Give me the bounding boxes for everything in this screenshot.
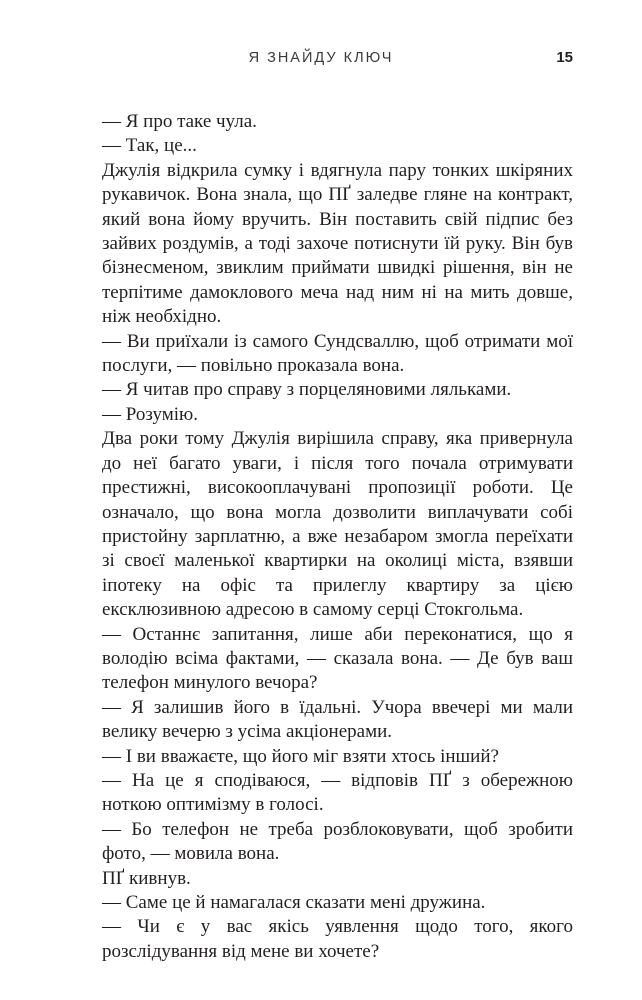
page-number: 15 (556, 49, 573, 66)
body-text (102, 110, 573, 964)
paragraph: — Розумію. (102, 403, 198, 425)
paragraph: — Ви приїхали із самого Сундсваллю, щоб отримати мої послуги, — повільно проказала вона. (102, 330, 573, 377)
paragraph: — Так, це... (102, 135, 197, 157)
paragraph: — Я про таке чула. (102, 111, 257, 132)
paragraph: — Саме це й намагалася сказати мені дружина. (102, 892, 486, 913)
paragraph: — І ви вважаєте, що його міг взяти хтось інший? (102, 745, 499, 767)
paragraph: — Я читав про справу з порцеляновими ляльками. (102, 379, 512, 401)
paragraph: — Я залишив його в їдальні. Учора ввечері ми мали велику вечерю з усіма акціонерами. (102, 696, 573, 743)
paragraph: — На це я сподіваюся, — відповів ПҐ з обережною ноткою оптимізму в голосі. (102, 769, 573, 816)
paragraph: — Чи є у вас якісь уявлення щодо того, якого розслідування від мене ви хочете? (102, 916, 573, 962)
running-head (0, 50, 642, 74)
paragraph: Джулія відкрила сумку і вдягнула пару тонких шкіряних рукавичок. Вона знала, що ПҐ заледве гляне на контракт, який вона йому вручить. Він поставить свій підпис без зайвих роздумів, а тоді захоче потиснути їй руку. Він був бізнесменом, звиклим приймати швидкі рішення, він не терпітиме дамоклового меча над ним ні на мить довше, ніж необхідно. (102, 159, 573, 328)
running-title: Я ЗНАЙДУ КЛЮЧ (248, 50, 394, 66)
paragraph: ПҐ кивнув. (102, 867, 191, 889)
paragraph: Два роки тому Джулія вирішила справу, яка привернула до неї багато уваги, і після того почала отримувати престижні, високооплачувані пропозиції роботи. Це означало, що вона могла дозволити виплачувати собі пристойну зарплатню, а вже незабаром змогла переїхати зі своєї маленької квартирки на околиці міста, взявши іпотеку на офіс та прилеглу квартиру за цією ексклюзивною адресою в самому серці Стокгольма. (102, 428, 573, 621)
paragraph: — Останнє запитання, лише аби переконатися, що я володію всіма фактами, — сказала вона. — Де був ваш телефон минулого вечора? (102, 623, 573, 694)
paragraph: — Бо телефон не треба розблоковувати, щоб зробити фото, — мовила вона. (102, 818, 573, 865)
